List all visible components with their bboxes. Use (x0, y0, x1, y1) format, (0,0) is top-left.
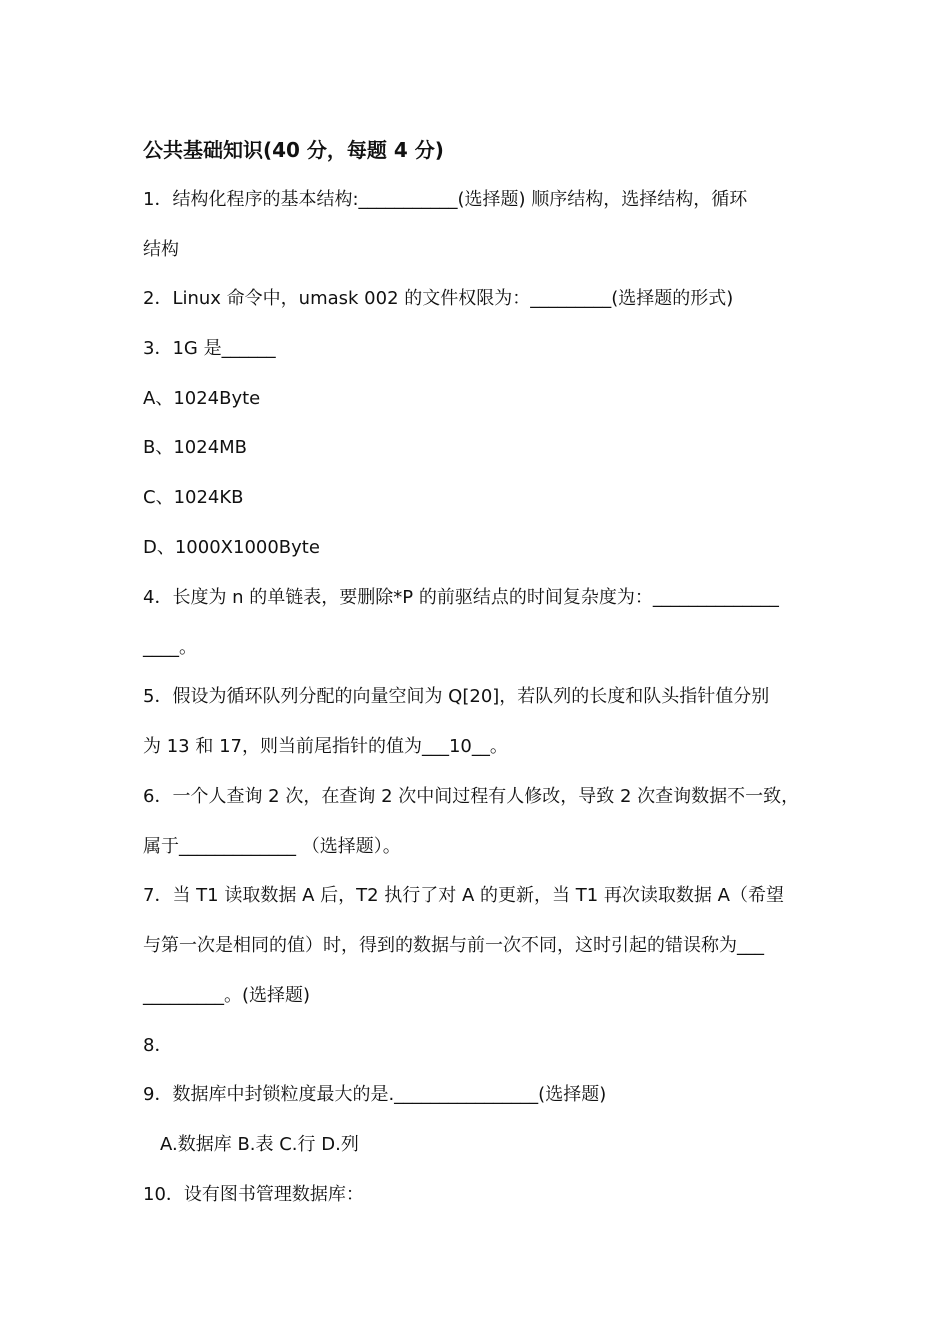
question-1-line-2: 结构 (143, 239, 179, 260)
question-4-line-1: 4．长度为 n 的单链表，要删除*P 的前驱结点的时间复杂度为：______________ (143, 587, 779, 608)
question-7-line-3: _________。(选择题) (143, 985, 311, 1006)
question-9: 9．数据库中封锁粒度最大的是.________________(选择题) (143, 1084, 607, 1105)
question-1-line-1: 1．结构化程序的基本结构:___________(选择题) 顺序结构，选择结构，循环 (143, 189, 748, 210)
question-3-option-a: A、1024Byte (143, 388, 261, 409)
question-4-line-2: ____。 (143, 637, 197, 658)
question-5-line-2: 为 13 和 17，则当前尾指针的值为___10__。 (143, 736, 508, 757)
question-8: 8． (143, 1035, 173, 1056)
question-3-option-d: D、1000X1000Byte (143, 537, 320, 558)
section-heading: 公共基础知识(40 分，每题 4 分) (143, 138, 444, 162)
question-9-options: A.数据库 B.表 C.行 D.列 (160, 1134, 359, 1155)
question-3: 3．1G 是______ (143, 338, 276, 359)
question-10: 10．设有图书管理数据库： (143, 1184, 364, 1205)
question-5-line-1: 5．假设为循环队列分配的向量空间为 Q[20]，若队列的长度和队头指针值分别 (143, 686, 770, 707)
question-7-line-1: 7．当 T1 读取数据 A 后，T2 执行了对 A 的更新，当 T1 再次读取数据 A（希望 (143, 885, 784, 906)
question-3-option-c: C、1024KB (143, 487, 244, 508)
question-6-line-1: 6．一个人查询 2 次，在查询 2 次中间过程有人修改，导致 2 次查询数据不一致， (143, 786, 800, 807)
question-7-line-2: 与第一次是相同的值）时，得到的数据与前一次不同，这时引起的错误称为___ (143, 935, 764, 956)
question-3-option-b: B、1024MB (143, 437, 248, 458)
question-6-line-2: 属于_____________ （选择题）。 (143, 836, 401, 857)
question-2: 2．Linux 命令中，umask 002 的文件权限为：_________(选择题的形式) (143, 288, 734, 309)
